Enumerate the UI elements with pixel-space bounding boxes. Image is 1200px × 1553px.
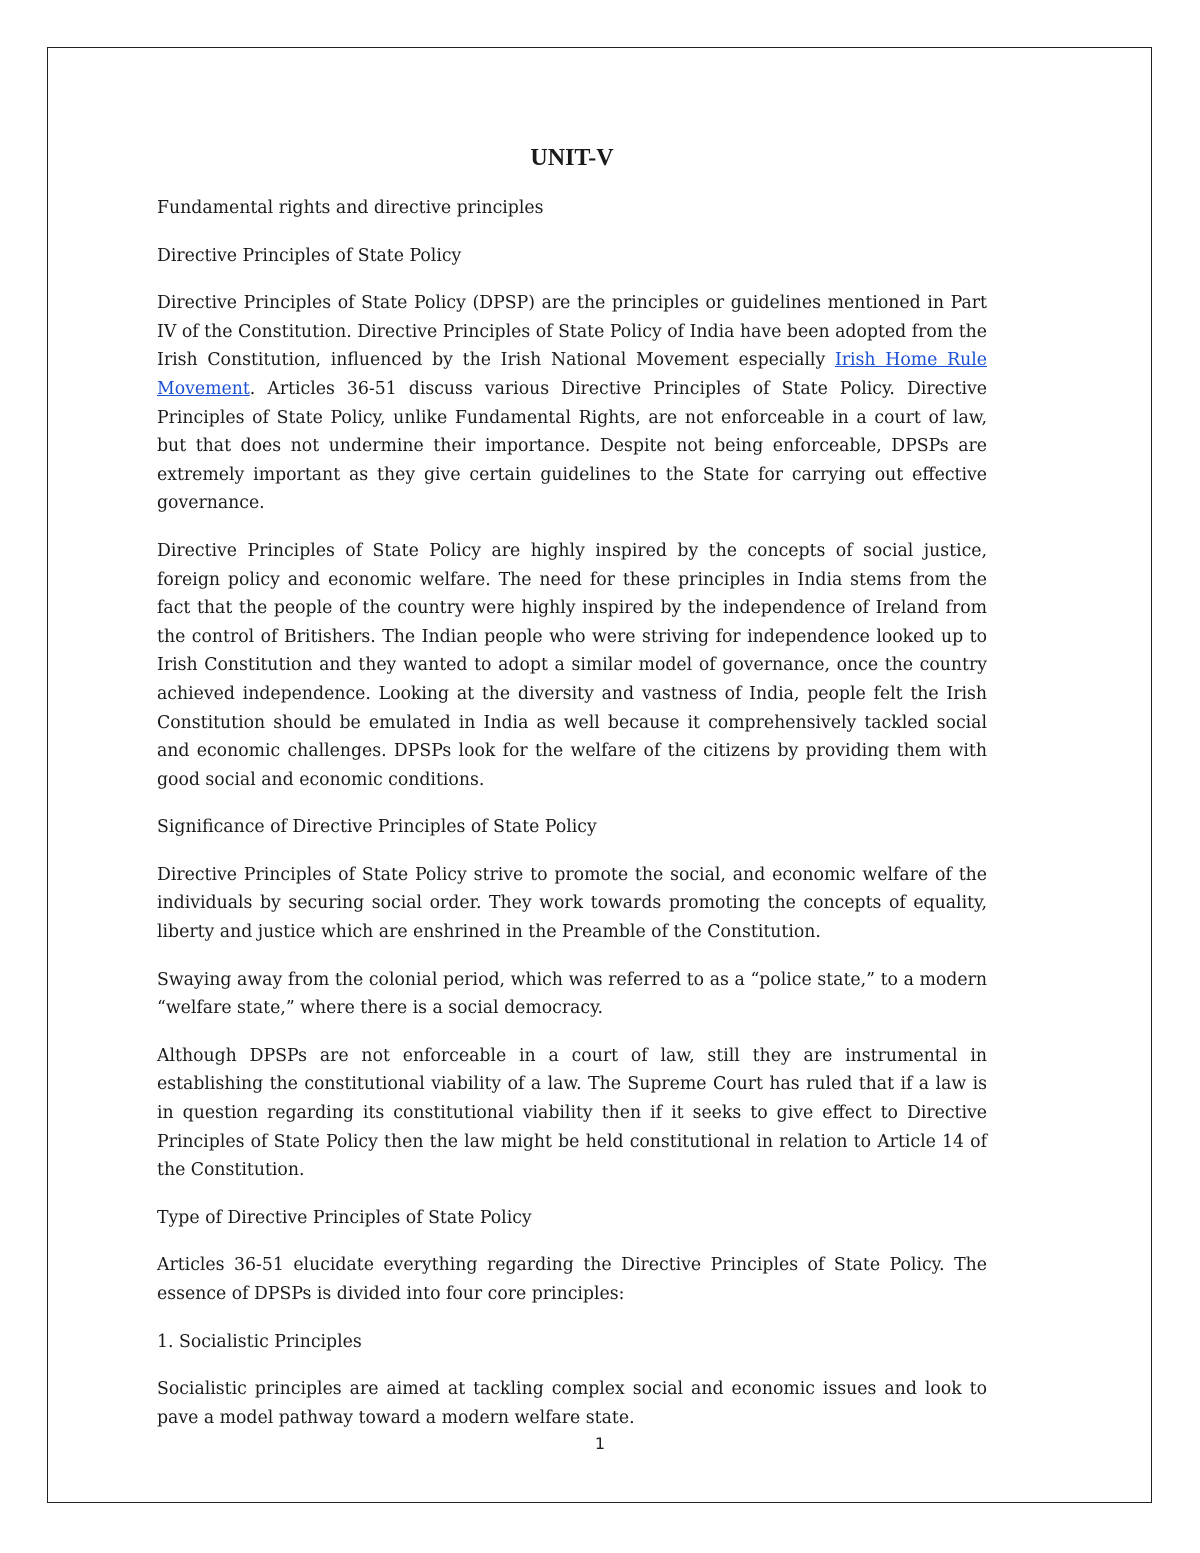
page-title: UNIT-V bbox=[530, 145, 614, 171]
section-heading-significance: Significance of Directive Principles of State Policy bbox=[157, 817, 597, 838]
section-heading-types: Type of Directive Principles of State Policy bbox=[157, 1207, 532, 1228]
section-heading-socialistic: 1. Socialistic Principles bbox=[157, 1331, 362, 1352]
paragraph-welfare-state: Swaying away from the colonial period, which was referred to as a “police state,” to a modern “welfare state,” where there is a social democracy. bbox=[157, 969, 987, 1019]
paragraph-dpsp-intro bbox=[157, 289, 987, 518]
paragraph-significance: Directive Principles of State Policy strive to promote the social, and economic welfare of the individuals by securing social order. They work towards promoting the concepts of equality, liberty and justice which are enshrined in the Preamble of the Constitution. bbox=[157, 864, 987, 943]
paragraph-text: . Articles 36-51 discuss various Directive Principles of State Policy. Directive Principles of State Policy, unlike Fundamental Rights, are not enforceable in a court of law, but that does not undermine their importance. Despite not being enforceable, DPSPs are extremely important as they give certain guidelines to the State for carrying out effective governance. bbox=[157, 378, 987, 514]
paragraph-socialistic: Socialistic principles are aimed at tackling complex social and economic issues and look to pave a model pathway toward a modern welfare state. bbox=[157, 1379, 987, 1428]
paragraph-text: Directive Principles of State Policy (DPSP) are the principles or guidelines mentioned in Part IV of the Constitution. Directive Principles of State Policy of India have been adopted from the Irish Constitution, influenced by the Irish National Movement especially bbox=[157, 293, 987, 371]
section-heading-dpsp: Directive Principles of State Policy bbox=[157, 245, 462, 266]
document-body bbox=[157, 140, 987, 1451]
document-subtitle: Fundamental rights and directive principles bbox=[157, 198, 544, 218]
page-number: 1 bbox=[594, 1434, 606, 1453]
paragraph-types: Articles 36-51 elucidate everything regarding the Directive Principles of State Policy. The essence of DPSPs is divided into four core principles: bbox=[157, 1255, 987, 1304]
paragraph-enforceability: Although DPSPs are not enforceable in a court of law, still they are instrumental in establishing the constitutional viability of a law. The Supreme Court has ruled that if a law is in question regarding its constitutional viability then if it seeks to give effect to Directive Principles of State Policy then the law might be held constitutional in relation to Article 14 of the Constitution. bbox=[157, 1045, 987, 1181]
irish-home-rule-link[interactable]: Irish Home Rule Movement bbox=[157, 350, 987, 399]
paragraph-dpsp-inspiration: Directive Principles of State Policy are highly inspired by the concepts of social justice, foreign policy and economic welfare. The need for these principles in India stems from the fact that the people of the country were highly inspired by the independence of Ireland from the control of Britishers. The Indian people who were striving for independence looked up to Irish Constitution and they wanted to adopt a similar model of governance, once the country achieved independence. Looking at the diversity and vastness of India, people felt the Irish Constitution should be emulated in India as well because it comprehensively tackled social and economic challenges. DPSPs look for the welfare of the citizens by providing them with good social and economic conditions. bbox=[157, 540, 987, 790]
